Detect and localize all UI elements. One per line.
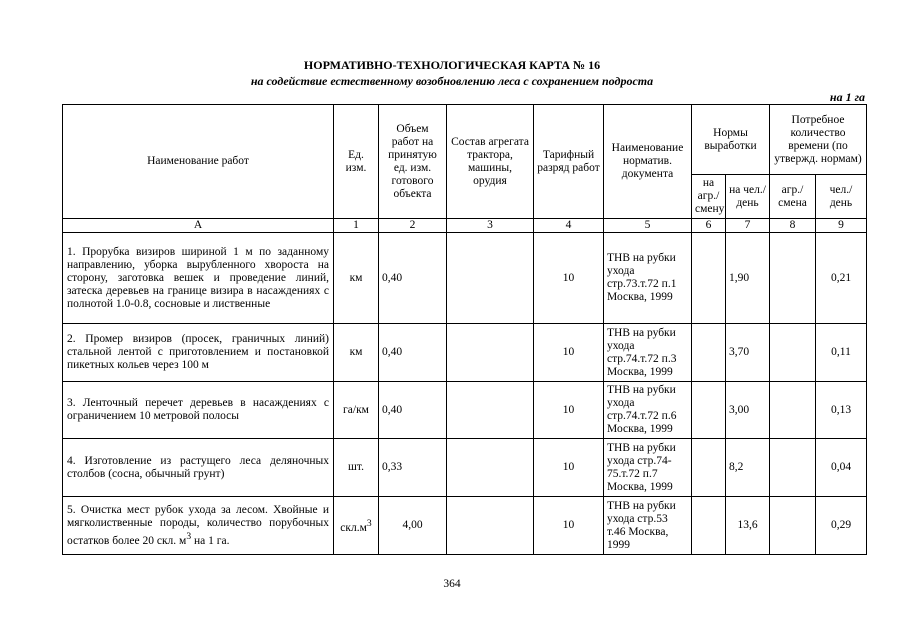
col-header-norms-agr: на агр./ смену (692, 175, 726, 219)
col-header-volume: Объем работ на принятую ед. изм. готового объекта (379, 105, 447, 219)
col-num: 2 (379, 219, 447, 233)
col-num: 4 (534, 219, 604, 233)
col-num: 8 (770, 219, 816, 233)
subtitle-text: содействие естественному возобновлению леса с сохранением подроста (263, 74, 654, 88)
norm-chel: 1,90 (726, 233, 770, 324)
col-header-time: Потребное количество времени (по утвержд. нормам) (770, 105, 867, 175)
time-agr (770, 382, 816, 439)
col-num: 7 (726, 219, 770, 233)
work-unit: км (334, 324, 379, 382)
work-rate: 10 (534, 497, 604, 555)
work-volume: 0,40 (379, 324, 447, 382)
work-composition (447, 439, 534, 497)
work-doc: ТНВ на рубки ухода стр.73.т.72 п.1 Москва, 1999 (604, 233, 692, 324)
norms-table (62, 104, 867, 555)
col-header-doc: Наименование норматив. документа (604, 105, 692, 219)
time-chel: 0,13 (816, 382, 867, 439)
time-agr (770, 233, 816, 324)
work-rate: 10 (534, 382, 604, 439)
work-unit-base: скл.м (340, 521, 367, 534)
col-header-norms: Нормы выработки (692, 105, 770, 175)
norm-agr (692, 497, 726, 555)
col-num: 6 (692, 219, 726, 233)
document-subtitle (0, 74, 904, 88)
document-title: НОРМАТИВНО-ТЕХНОЛОГИЧЕСКАЯ КАРТА № 16 (303, 58, 601, 72)
table-row (63, 497, 867, 555)
work-volume: 0,40 (379, 382, 447, 439)
col-num: 1 (334, 219, 379, 233)
work-name: 2. Промер визиров (просек, граничных линий) стальной лентой с приготовлением и постановкой пикетных кольев через 100 м (63, 324, 334, 382)
norm-chel: 8,2 (726, 439, 770, 497)
page-number: 364 (443, 578, 461, 590)
norm-agr (692, 382, 726, 439)
work-name: 1. Прорубка визиров шириной 1 м по заданному направлению, уборка вырубленного хвороста на сторону, заготовка вешек и проведение линий, затеска деревьев на границе визира в насаждениях с полнотой 1.0-0.8, сосновые и лиственные (63, 233, 334, 324)
time-agr (770, 439, 816, 497)
work-unit-sup: 3 (366, 517, 372, 529)
col-num: 3 (447, 219, 534, 233)
time-chel: 0,29 (816, 497, 867, 555)
col-header-norms-chel: на чел./ день (726, 175, 770, 219)
work-unit: га/км (334, 382, 379, 439)
work-volume: 4,00 (379, 497, 447, 555)
work-unit: шт. (334, 439, 379, 497)
work-unit: км (334, 233, 379, 324)
time-agr (770, 324, 816, 382)
column-numbers-row (63, 219, 867, 233)
unit-note: на 1 га (829, 90, 865, 104)
norm-chel: 3,00 (726, 382, 770, 439)
table-row (63, 382, 867, 439)
work-name: 4. Изготовление из растущего леса деляночных столбов (сосна, обычный грунт) (63, 439, 334, 497)
norm-chel: 13,6 (726, 497, 770, 555)
col-header-rate: Тарифный разряд работ (534, 105, 604, 219)
col-num: А (63, 219, 334, 233)
time-chel: 0,21 (816, 233, 867, 324)
norm-agr (692, 439, 726, 497)
header-row (63, 105, 867, 175)
work-name-text: 5. Очистка мест рубок ухода за лесом. Хвойные и мягколиственные породы, количество порубочных остатков более 20 скл. м (67, 503, 329, 547)
work-doc: ТНВ на рубки ухода стр.74-75.т.72 п.7 Москва, 1999 (604, 439, 692, 497)
work-rate: 10 (534, 324, 604, 382)
work-doc: ТНВ на рубки ухода стр.74.т.72 п.3 Москва, 1999 (604, 324, 692, 382)
work-doc: ТНВ на рубки ухода стр.74.т.72 п.6 Москва, 1999 (604, 382, 692, 439)
table-row (63, 233, 867, 324)
col-header-time-chel: чел./ день (816, 175, 867, 219)
work-composition (447, 324, 534, 382)
work-name (63, 497, 334, 555)
work-volume: 0,33 (379, 439, 447, 497)
time-chel: 0,11 (816, 324, 867, 382)
work-name: 3. Ленточный перечет деревьев в насаждениях с ограничением 10 метровой полосы (63, 382, 334, 439)
work-name-sup: 3 (186, 530, 192, 542)
norm-chel: 3,70 (726, 324, 770, 382)
work-doc: ТНВ на рубки ухода стр.53 т.46 Москва, 1999 (604, 497, 692, 555)
col-header-name: Наименование работ (63, 105, 334, 219)
work-rate: 10 (534, 233, 604, 324)
subtitle-prefix: на (250, 74, 264, 88)
table-row (63, 439, 867, 497)
work-composition (447, 497, 534, 555)
work-unit (334, 497, 379, 555)
col-header-unit: Ед. изм. (334, 105, 379, 219)
time-agr (770, 497, 816, 555)
table-row (63, 324, 867, 382)
work-rate: 10 (534, 439, 604, 497)
norm-agr (692, 233, 726, 324)
time-chel: 0,04 (816, 439, 867, 497)
work-composition (447, 382, 534, 439)
work-volume: 0,40 (379, 233, 447, 324)
col-num: 5 (604, 219, 692, 233)
work-composition (447, 233, 534, 324)
col-header-time-agr: агр./ смена (770, 175, 816, 219)
norm-agr (692, 324, 726, 382)
col-num: 9 (816, 219, 867, 233)
col-header-composition: Состав агрегата трактора, машины, орудия (447, 105, 534, 219)
work-name-tail: на 1 га. (191, 534, 230, 547)
